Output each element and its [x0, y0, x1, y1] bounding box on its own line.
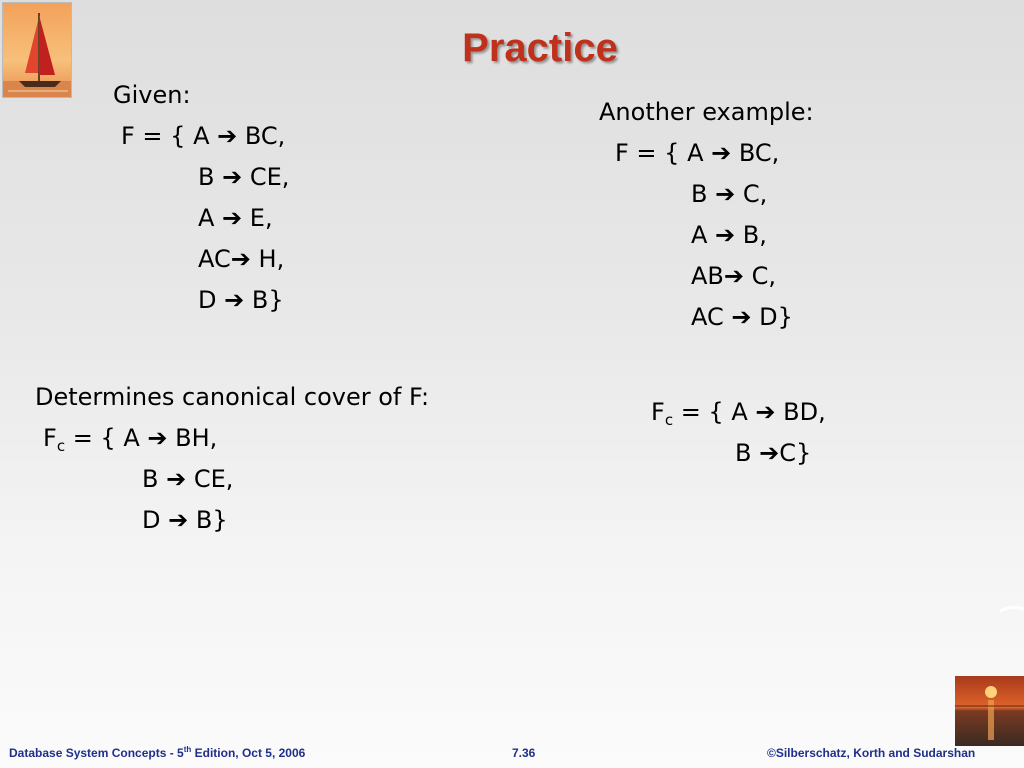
footer-course-info: Database System Concepts - 5th Edition, Oct 5, 2006	[9, 745, 306, 760]
another-heading: Another example:	[599, 98, 814, 126]
canonical-cover-block	[35, 377, 429, 541]
given-fd-row: B ➔ CE,	[198, 163, 290, 191]
cover-heading: Determines canonical cover of F:	[35, 383, 430, 411]
right-arrow-icon: ➔	[222, 163, 243, 191]
given-heading: Given:	[113, 81, 191, 109]
right-arrow-icon: ➔	[217, 122, 238, 150]
another-fd-row: A ➔ B,	[691, 221, 767, 249]
right-arrow-icon: ➔	[715, 180, 736, 208]
decorative-wave	[1000, 605, 1024, 615]
right-arrow-icon: ➔	[759, 439, 780, 467]
result-block	[651, 392, 826, 474]
right-arrow-icon: ➔	[222, 204, 243, 232]
result-fd-row: B ➔C}	[735, 439, 812, 467]
right-arrow-icon: ➔	[166, 465, 187, 493]
sunset-logo	[955, 676, 1024, 746]
given-fd-row: A ➔ E,	[198, 204, 273, 232]
another-example-block	[599, 92, 814, 338]
cover-first-fd: $F_c$ = { A ➔ BH,	[43, 424, 218, 455]
given-fd-row: D ➔ B}	[198, 286, 284, 314]
right-arrow-icon: ➔	[715, 221, 736, 249]
right-arrow-icon: ➔	[230, 245, 251, 273]
result-first-fd: $F_c$ = { A ➔ BD,	[651, 398, 826, 429]
given-fd-row: AC➔ H,	[198, 245, 285, 273]
footer-copyright: ©Silberschatz, Korth and Sudarshan	[767, 746, 976, 760]
another-fd-row: AB➔ C,	[691, 262, 777, 290]
another-first-fd: F = { A ➔ BC,	[615, 139, 780, 167]
right-arrow-icon: ➔	[168, 506, 189, 534]
given-first-fd: F = { A ➔ BC,	[121, 122, 286, 150]
right-arrow-icon: ➔	[731, 303, 752, 331]
right-arrow-icon: ➔	[147, 424, 168, 452]
footer-page-number: 7.36	[512, 746, 536, 760]
another-fd-row: AC ➔ D}	[691, 303, 793, 331]
right-arrow-icon: ➔	[755, 398, 776, 426]
right-arrow-icon: ➔	[711, 139, 732, 167]
slide-title: Practice	[462, 26, 618, 70]
right-arrow-icon: ➔	[723, 262, 744, 290]
given-block	[113, 75, 289, 321]
right-arrow-icon: ➔	[224, 286, 245, 314]
cover-fd-row: B ➔ CE,	[142, 465, 234, 493]
another-fd-row: B ➔ C,	[691, 180, 768, 208]
cover-fd-row: D ➔ B}	[142, 506, 228, 534]
